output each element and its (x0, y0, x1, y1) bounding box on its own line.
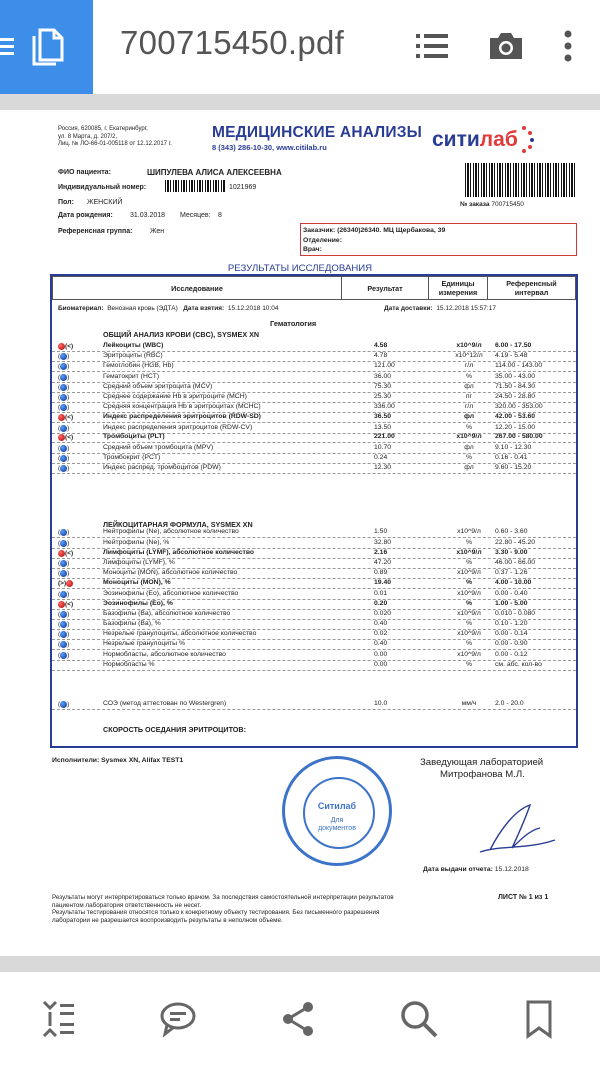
result-row (52, 413, 576, 423)
test-reference: 2.0 - 20.0 (495, 700, 524, 707)
col-ref (488, 277, 576, 300)
test-reference: 42.00 - 53.60 (495, 413, 536, 420)
test-reference: 0.00 - 0.40 (495, 590, 528, 597)
issue-row (423, 866, 529, 874)
result-row (52, 454, 576, 464)
abnormal-indicator-icon: (<) (58, 414, 82, 423)
stamp-subtext (285, 817, 389, 833)
order-barcode (465, 163, 576, 197)
result-row (52, 640, 576, 650)
test-reference: 267.00 - 580.00 (495, 433, 543, 440)
normal-indicator-icon: ( ) (58, 374, 70, 381)
result-row (52, 610, 576, 620)
test-reference: 0.16 - 0.41 (495, 454, 528, 461)
test-name: Тромбокрит (PCT) (103, 454, 161, 461)
test-name: Эозинофилы (Eo), абсолютное количество (103, 590, 239, 597)
test-name: Тромбоциты (PLT) (103, 433, 165, 440)
ref-group: Жен (150, 228, 165, 235)
test-unit: x10^9/л (457, 651, 481, 658)
test-reference: 22.80 - 45.20 (495, 539, 536, 546)
normal-indicator-icon: ( ) (58, 363, 70, 370)
patient-id: 1021969 (229, 184, 257, 191)
test-unit: x10^9/л (456, 342, 482, 349)
test-value: 4.58 (374, 342, 388, 349)
test-unit: x10^9/л (457, 610, 481, 617)
normal-indicator-icon: ( ) (58, 570, 70, 577)
test-name: Моноциты (MON), % (103, 579, 171, 586)
result-row (52, 651, 576, 661)
citilab-logo (432, 128, 518, 152)
test-reference: см. абс. кол-во (495, 661, 542, 668)
normal-indicator-icon: ( ) (58, 631, 70, 638)
test-value: 75.30 (374, 383, 392, 390)
normal-indicator-icon: ( ) (58, 611, 70, 618)
result-row (52, 590, 576, 600)
months-label: Месяцев: (180, 212, 211, 219)
row-divider (52, 709, 576, 710)
viewer-background-bottom (0, 956, 600, 972)
label: Референсная группа: (58, 228, 133, 235)
test-name: Индекс распределения эритроцитов (RDW-CV) (103, 424, 253, 431)
test-unit: % (465, 559, 473, 566)
result-row (52, 393, 576, 403)
test-value: 25.30 (374, 393, 392, 400)
results-header-table (52, 276, 576, 300)
test-reference: 46.00 - 66.00 (495, 559, 536, 566)
test-reference: 9.60 - 15.20 (495, 464, 532, 471)
test-reference: 114.00 - 143.00 (495, 362, 543, 369)
result-row (52, 559, 576, 569)
biomaterial: Венозная кровь (ЭДТА) (107, 305, 178, 312)
normal-indicator-icon: ( ) (58, 465, 70, 472)
test-name: Нормобласты, абсолютное количество (103, 651, 226, 658)
col-study: Исследование (53, 277, 342, 300)
disclaimer-line: лаборатории не разрешается воспроизводить результаты в неполном объеме. (52, 916, 283, 924)
test-name: Незрелые гранулоциты, абсолютное количество (103, 630, 257, 637)
address-line: Россия, 620085, г. Екатеринбург, (58, 126, 148, 132)
normal-indicator-icon: ( ) (58, 529, 70, 536)
result-row (52, 352, 576, 362)
orderer-box (300, 223, 577, 256)
disclaimer-line: Результаты тестирования относятся только к конкретному объекту тестирования. Без письменного разрешения (52, 909, 380, 917)
test-unit: фл (464, 383, 474, 390)
test-unit: x10^9/л (457, 528, 481, 535)
test-value: 1.50 (374, 528, 388, 535)
test-value: 336.00 (374, 403, 395, 410)
test-value: 36.50 (374, 413, 392, 420)
label: Пол: (58, 199, 74, 206)
label: Индивидуальный номер: (58, 184, 147, 191)
test-reference: 0.00 - 0.12 (495, 651, 528, 658)
test-unit: г/л (464, 362, 474, 369)
result-row (52, 700, 576, 710)
test-name: Нейтрофилы (Ne), абсолютное количество (103, 528, 239, 535)
disclaimer (52, 894, 394, 924)
normal-indicator-icon: ( ) (58, 540, 70, 547)
label: Дата выдачи отчета: (423, 866, 493, 873)
test-name: Нормобласты % (103, 661, 155, 668)
logo-text: сити (432, 128, 480, 151)
test-value: 0.020 (374, 610, 392, 617)
list-icon[interactable] (412, 26, 452, 66)
document-icon (30, 26, 66, 66)
test-value: 0.02 (374, 630, 388, 637)
test-unit: % (465, 620, 473, 627)
test-name: Индекс распределения эритроцитов (RDW-SD) (103, 413, 261, 420)
order-number: 700715450 (491, 201, 524, 208)
label: Дата рождения: (58, 212, 113, 219)
test-name: СОЭ (метод аттестован по Westergren) (103, 700, 227, 707)
test-value: 10.70 (374, 444, 392, 451)
abnormal-indicator-icon: (<) (58, 343, 82, 352)
menu-icon (0, 36, 18, 58)
patient-months: 8 (218, 212, 222, 219)
test-reference: 12.20 - 15.00 (495, 424, 536, 431)
normal-indicator-icon: ( ) (58, 701, 70, 708)
lab-address (58, 126, 172, 149)
stamp-inner-ring (303, 777, 375, 849)
result-row (52, 528, 576, 538)
test-unit: % (465, 373, 473, 380)
test-value: 0.20 (374, 600, 388, 607)
patient-name: ШИПУЛЕВА АЛИСА АЛЕКСЕЕВНА (147, 168, 282, 177)
patient-sex: ЖЕНСКИЙ (87, 199, 123, 206)
bookmark-icon[interactable] (518, 998, 560, 1040)
test-name: Моноциты (MON), абсолютное количество (103, 569, 238, 576)
test-value: 36.00 (374, 373, 392, 380)
test-value: 19.40 (374, 579, 392, 586)
top-app-bar (0, 0, 600, 95)
result-row (52, 600, 576, 610)
address-line: ул. 8 Марта, д. 207/2, (58, 133, 118, 140)
lab-stamp (282, 756, 392, 866)
test-name: Лейкоциты (WBC) (103, 342, 164, 349)
license-line: Лиц. № ЛО-66-01-005118 от 12.12.2017 г. (58, 141, 172, 148)
test-unit: фл (464, 464, 474, 471)
test-unit: пг (465, 393, 473, 400)
test-value: 47.20 (374, 559, 392, 566)
result-row (52, 433, 576, 443)
test-value: 10.0 (374, 700, 388, 707)
normal-indicator-icon: ( ) (58, 394, 70, 401)
test-name: Нейтрофилы (Ne), % (103, 539, 170, 546)
result-row (52, 630, 576, 640)
sex-label (58, 199, 74, 206)
department-line: Отделение: (303, 236, 342, 244)
comment-icon[interactable] (157, 998, 199, 1040)
abnormal-indicator-icon: (<) (58, 550, 82, 559)
test-name: Лимфоциты (LYMF), абсолютное количество (103, 549, 255, 556)
logo-dots-icon (520, 124, 536, 154)
test-unit: % (465, 640, 473, 647)
test-unit: % (465, 539, 473, 546)
result-row (52, 549, 576, 559)
test-reference: 0.010 - 0.080 (495, 610, 536, 617)
sheet-number: ЛИСТ № 1 из 1 (498, 894, 549, 901)
doctor-line: Врач: (303, 246, 322, 253)
test-name: Незрелые гранулоциты % (103, 640, 185, 647)
patient-barcode (165, 180, 225, 192)
test-reference: 0.00 - 0.14 (495, 630, 528, 637)
test-name: Базофилы (Ba), % (103, 620, 161, 627)
test-value: 32.80 (374, 539, 392, 546)
section-title-cbc: ОБЩИЙ АНАЛИЗ КРОВИ (CBC), SYSMEX XN (103, 330, 260, 339)
viewer-background-top (0, 94, 600, 110)
test-reference: 0.00 - 0.90 (495, 640, 528, 647)
test-value: 0.24 (374, 454, 388, 461)
camera-icon[interactable] (486, 26, 526, 66)
test-unit: % (465, 424, 473, 431)
test-unit: x10^9/л (457, 630, 481, 637)
search-icon[interactable] (398, 998, 440, 1040)
col-ref-line: интервал (514, 288, 549, 297)
test-name: Гематокрит (HCT) (103, 373, 160, 380)
brand-contacts: 8 (343) 286-10-30, www.citilab.ru (212, 143, 327, 152)
col-ref-line: Референсный (506, 279, 557, 288)
disclaimer-line: Результаты могут интерпретироваться только врачом. За последствия самостоятельной интерпретации результатов (52, 894, 394, 901)
abnormal-indicator-icon: (<) (58, 434, 82, 443)
normal-indicator-icon: ( ) (58, 560, 70, 567)
test-unit: г/л (464, 403, 474, 410)
result-row (52, 383, 576, 393)
normal-indicator-icon: ( ) (58, 455, 70, 462)
test-reference: 320.00 - 353.00 (495, 403, 543, 410)
normal-indicator-icon: ( ) (58, 353, 70, 360)
test-value: 221.00 (374, 433, 395, 440)
normal-indicator-icon: ( ) (58, 621, 70, 628)
test-value: 0.01 (374, 590, 388, 597)
test-unit: x10^9/л (457, 569, 481, 576)
test-reference: 9.10 - 12.30 (495, 444, 532, 451)
row-divider (52, 473, 576, 474)
test-value: 0.89 (374, 569, 388, 576)
test-name: Средний объем тромбоцита (MPV) (103, 444, 214, 451)
result-row (52, 620, 576, 630)
test-unit: x10^9/л (456, 433, 482, 440)
normal-indicator-icon: ( ) (58, 641, 70, 648)
test-name: Гемоглобин (HGB, Hb) (103, 362, 174, 369)
result-row (52, 342, 576, 352)
stamp-subtext-line: документов (318, 825, 356, 832)
test-reference: 0.37 - 1.26 (495, 569, 528, 576)
section-title-leukoformula: ЛЕЙКОЦИТАРНАЯ ФОРМУЛА, SYSMEX XN (103, 520, 253, 529)
test-unit: x10^9/л (456, 549, 482, 556)
result-row (52, 569, 576, 579)
patient-dob: 31.03.2018 (130, 212, 166, 219)
test-reference: 0.60 - 3.60 (495, 528, 528, 535)
normal-indicator-icon: ( ) (58, 652, 70, 659)
menu-button[interactable] (0, 0, 93, 94)
test-unit: % (465, 579, 473, 586)
ref-group-label (58, 228, 132, 235)
delivered-row (384, 305, 496, 312)
test-unit: мм/ч (461, 700, 477, 707)
normal-indicator-icon: ( ) (58, 591, 70, 598)
test-name: Лимфоциты (LYMF), % (103, 559, 175, 566)
lab-head-name: Митрофанова М.Л. (440, 769, 525, 780)
more-icon[interactable] (548, 26, 588, 66)
test-name: Базофилы (Ba), абсолютное количество (103, 610, 231, 617)
result-row (52, 373, 576, 383)
stamp-text: Ситилаб (317, 801, 357, 811)
normal-indicator-icon: ( ) (58, 384, 70, 391)
test-value: 13.50 (374, 424, 392, 431)
signature-graphic (470, 800, 560, 860)
result-row (52, 464, 576, 474)
label: Дата доставки: (384, 305, 433, 312)
test-reference: 71.50 - 84.30 (495, 383, 536, 390)
test-value: 0.00 (374, 651, 388, 658)
executors: Исполнители: Sysmex XN, Alifax TEST1 (52, 757, 184, 764)
test-name: Эритроциты (RBC) (103, 352, 163, 359)
test-value: 2.16 (374, 549, 388, 556)
test-reference: 24.50 - 28.80 (495, 393, 536, 400)
abnormal-indicator-icon: (<) (58, 601, 82, 610)
test-unit: x10^9/л (457, 590, 481, 597)
test-name: Средняя концентрация Hb в эритроцитах (MCHC) (103, 403, 261, 410)
test-reference: 4.00 - 10.00 (495, 579, 532, 586)
delivered-date: 15.12.2018 15:57:17 (436, 305, 496, 312)
normal-indicator-icon: ( ) (58, 404, 70, 411)
test-unit: % (465, 454, 473, 461)
test-reference: 0.10 - 1.20 (495, 620, 528, 627)
stamp-subtext-line: Для (330, 817, 344, 824)
test-unit: фл (464, 444, 474, 451)
dob-label (58, 212, 113, 219)
disclaimer-line: пациентом лаборатория ответственность не несет. (52, 901, 202, 909)
lab-head-title: Заведующая лабораторией (420, 757, 544, 768)
test-value: 0.40 (374, 640, 388, 647)
result-row (52, 444, 576, 454)
col-result: Результат (342, 277, 429, 300)
test-name: Среднее содержание Hb в эритроците (MCH) (103, 393, 247, 400)
test-reference: 3.30 - 9.00 (495, 549, 528, 556)
orderer-line: Заказчик: (26340)26340. МЦ Щербакова, 39 (303, 227, 446, 234)
test-unit: % (465, 600, 473, 607)
col-units (429, 277, 488, 300)
test-value: 0.40 (374, 620, 388, 627)
normal-indicator-icon: ( ) (58, 445, 70, 452)
order-number-row (460, 201, 524, 208)
row-divider (52, 670, 576, 671)
patient-name-row (58, 169, 111, 176)
results-title: РЕЗУЛЬТАТЫ ИССЛЕДОВАНИЯ (227, 263, 373, 274)
col-units-line: Единицы (441, 279, 475, 288)
abnormal-indicator-icon: (>) (58, 580, 82, 589)
test-name: Средний объем эритроцита (MCV) (103, 383, 213, 390)
share-icon[interactable] (278, 998, 320, 1040)
result-row (52, 362, 576, 372)
label: № заказа (460, 201, 490, 208)
section-title-esr: СКОРОСТЬ ОСЕДАНИЯ ЭРИТРОЦИТОВ: (103, 725, 246, 734)
issue-date: 15.12.2018 (494, 866, 529, 873)
col-units-line: измерения (438, 288, 478, 297)
patient-id-label (58, 184, 146, 191)
label: Биоматериал: (58, 305, 104, 312)
logo-accent-text: лаб (479, 128, 518, 151)
test-reference: 6.00 - 17.50 (495, 342, 532, 349)
result-row (52, 403, 576, 413)
test-name: Индекс распред. тромбоцитов (PDW) (103, 464, 221, 471)
collapse-icon[interactable] (38, 998, 80, 1040)
test-unit: x10^12/л (455, 352, 483, 359)
test-unit: % (465, 661, 473, 668)
brand-title: МЕДИЦИНСКИЕ АНАЛИЗЫ (212, 124, 422, 141)
label: ФИО пациента: (58, 169, 111, 176)
test-value: 0.00 (374, 661, 388, 668)
result-row (52, 579, 576, 589)
test-reference: 4.19 - 5.48 (495, 352, 528, 359)
test-unit: фл (463, 413, 475, 420)
biomaterial-row (58, 305, 278, 312)
test-value: 12.30 (374, 464, 392, 471)
test-reference: 35.00 - 43.00 (495, 373, 536, 380)
test-value: 4.78 (374, 352, 388, 359)
result-row (52, 539, 576, 549)
taken-date: 15.12.2018 10:04 (227, 305, 279, 312)
label: Дата взятия: (183, 305, 225, 312)
result-row (52, 661, 576, 671)
normal-indicator-icon: ( ) (58, 425, 70, 432)
test-reference: 1.00 - 5.00 (495, 600, 528, 607)
document-title: 700715450.pdf (120, 24, 345, 61)
test-name: Эозинофилы (Eo), % (103, 600, 173, 607)
department-title: Гематология (270, 319, 317, 328)
test-value: 121.00 (374, 362, 395, 369)
